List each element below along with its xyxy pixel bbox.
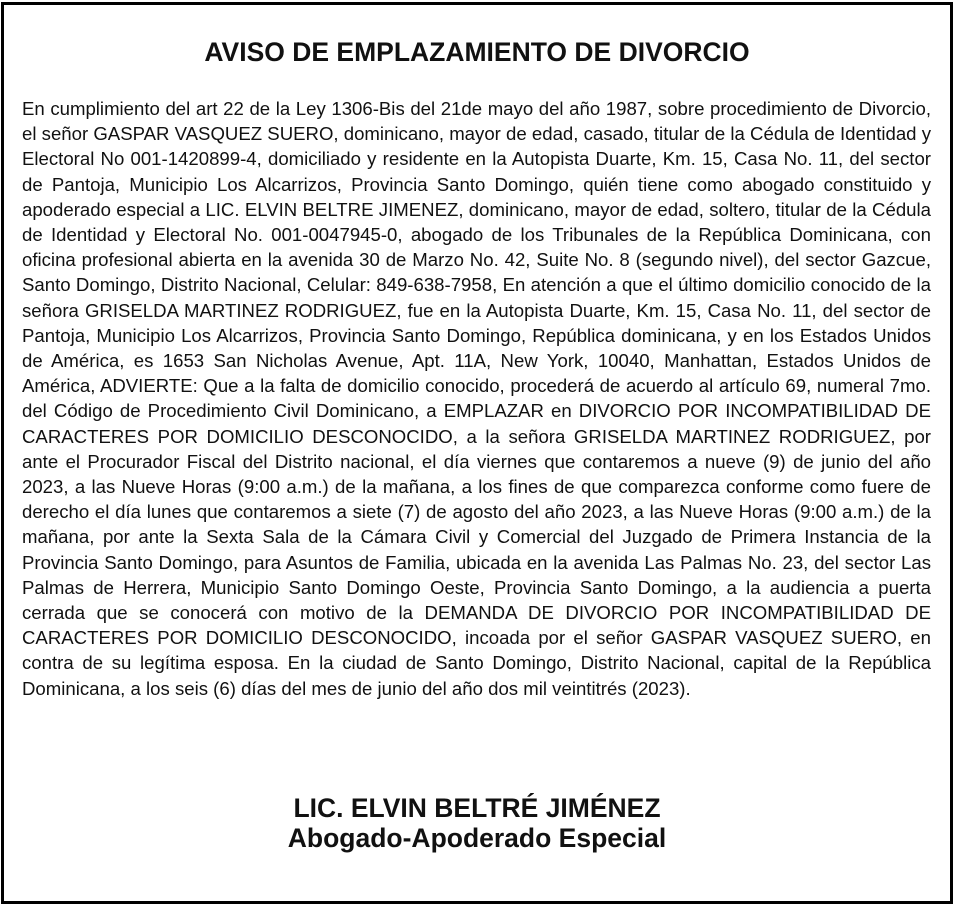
legal-notice-frame <box>1 2 953 904</box>
notice-body: En cumplimiento del art 22 de la Ley 1306-Bis del 21de mayo del año 1987, sobre procedimiento de Divorcio, el señor GASPAR VASQUEZ SUERO, dominicano, mayor de edad, casado, titular de la Cédula de Identidad y Electoral No 001-1420899-4, domiciliado y residente en la Autopista Duarte, Km. 15, Casa No. 11, del sector de Pantoja, Municipio Los Alcarrizos, Provincia Santo Domingo, quién tiene como abogado constituido y apoderado especial a LIC. ELVIN BELTRE JIMENEZ, dominicano, mayor de edad, soltero, titular de la Cédula de Identidad y Electoral No. 001-0047945-0, abogado de los Tribunales de la República Dominicana, con oficina profesional abierta en la avenida 30 de Marzo No. 42, Suite No. 8 (segundo nivel), del sector Gazcue, Santo Domingo, Distrito Nacional, Celular: 849-638-7958, En atención a que el último domicilio conocido de la señora GRISELDA MARTINEZ RODRIGUEZ, fue en la Autopista Duarte, Km. 15, Casa No. 11, del sector de Pantoja, Municipio Los Alcarrizos, Provincia Santo Domingo, República dominicana, y en los Estados Unidos de América, es 1653 San Nicholas Avenue, Apt. 11A, New York, 10040, Manhattan, Estados Unidos de América, ADVIERTE: Que a la falta de domicilio conocido, procederá de acuerdo al artículo 69, numeral 7mo. del Código de Procedimiento Civil Dominicano, a EMPLAZAR en DIVORCIO POR INCOMPATIBILIDAD DE CARACTERES POR DOMICILIO DESCONOCIDO, a la señora GRISELDA MARTINEZ RODRIGUEZ, por ante el Procurador Fiscal del Distrito nacional, el día viernes que contaremos a nueve (9) de junio del año 2023, a las Nueve Horas (9:00 a.m.) de la mañana, a los fines de que comparezca conforme como fuere de derecho el día lunes que contaremos a siete (7) de agosto del año 2023, a las Nueve Horas (9:00 a.m.) de la mañana, por ante la Sexta Sala de la Cámara Civil y Comercial del Juzgado de Primera Instancia de la Provincia Santo Domingo, para Asuntos de Familia, ubicada en la avenida Las Palmas No. 23, del sector Las Palmas de Herrera, Municipio Santo Domingo Oeste, Provincia Santo Domingo, a la audiencia a puerta cerrada que se conocerá con motivo de la DEMANDA DE DIVORCIO POR INCOMPATIBILIDAD DE CARACTERES POR DOMICILIO DESCONOCIDO, incoada por el señor GASPAR VASQUEZ SUERO, en contra de su legítima esposa. En la ciudad de Santo Domingo, Distrito Nacional, capital de la República Dominicana, a los seis (6) días del mes de junio del año dos mil veintitrés (2023). <box>22 98 931 699</box>
notice-title: AVISO DE EMPLAZAMIENTO DE DIVORCIO <box>204 37 750 67</box>
signature-block <box>4 793 950 853</box>
signature-role: Abogado-Apoderado Especial <box>287 823 667 853</box>
signature-name: LIC. ELVIN BELTRÉ JIMÉNEZ <box>293 793 661 823</box>
